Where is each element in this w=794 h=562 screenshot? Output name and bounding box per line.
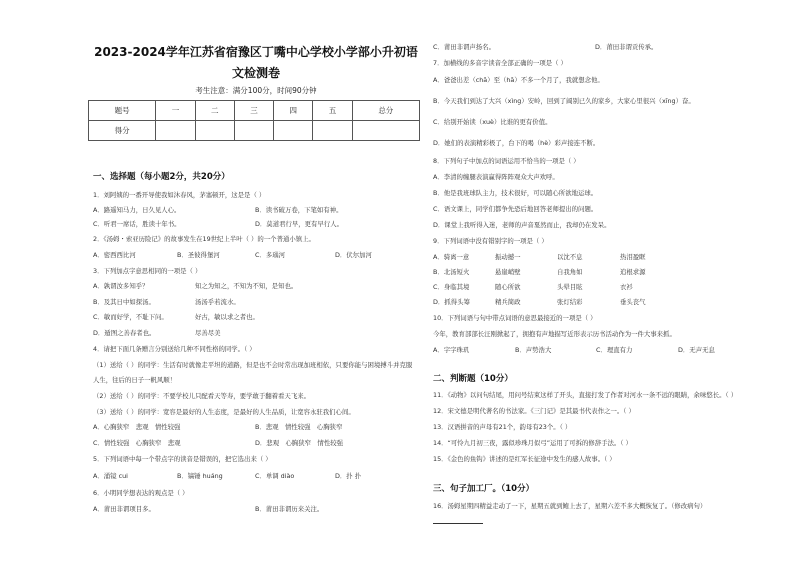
question-line: 12．宋文德是明代著名的书法家。《三门记》是其最书代表作之一。（ ） <box>433 407 635 415</box>
question-line: 7．加横线的多音字读音全部正确的一项是（ ） <box>433 59 567 67</box>
option-text: 汤汤乎若流水。 <box>195 298 240 306</box>
word-cell: A．骑离一意 <box>433 253 470 261</box>
option-text: D．她们的表演精彩极了，台下的喝（hè）彩声接连不断。 <box>433 139 600 147</box>
score-row-label: 得分 <box>89 121 156 141</box>
word-cell: 张灯结彩 <box>557 298 583 306</box>
score-cell[interactable] <box>156 121 195 141</box>
score-table-score-row <box>89 121 420 141</box>
option-text: A．字字珠玑 <box>433 346 470 354</box>
option-text: B．莆田非谓历来关注。 <box>255 505 324 513</box>
exam-title-line2: 文检测卷 <box>231 66 280 80</box>
question-line: 14．“可怜九月初三夜，露似珍珠月似弓”运用了可拆的修辞手法。（ ） <box>433 439 632 447</box>
question-line: 9．下列词语中没有错别字的一项是（ ） <box>433 237 548 245</box>
question-line: 8．下列句子中加点的词语运用不恰当的一项是（ ） <box>433 157 580 165</box>
section-heading-choice: 一、选择题（每小题2分，共20分） <box>93 172 230 182</box>
question-line: 5．下列词语中每一个带点字的读音是错误的，把它选出来（ ） <box>93 455 272 463</box>
question-line: （1）送给（ ）的同学：生活有时就像走平坦的道路，但是也不会时常出现加班相依，只要你能与困境搏斗并克服 <box>93 361 413 369</box>
question-line: 今年，教育部部长汪刚掀起了，拥抱有声地描写近形表示历书活动作为一件大事来抓。 <box>433 330 676 338</box>
option-text: C．单调 diào <box>255 472 295 480</box>
option-text: D．莆田非谓贡传承。 <box>595 43 658 51</box>
score-header-cell: 二 <box>195 101 234 121</box>
option-text: B．读书破万卷，下笔如有神。 <box>255 206 343 214</box>
exam-title-line1: 2023-2024学年江苏省宿豫区丁嘴中心学校小学部小升初语 <box>94 45 418 59</box>
word-cell: 振动撼一 <box>495 253 521 261</box>
option-text: D．无声无息 <box>678 346 715 354</box>
option-text: A．莆田非谓项目多。 <box>93 505 155 513</box>
option-text: B．今天我们到达了大兴（xìng）安岭，回到了阔别已久的家乡，大家心里很兴（xīng）奋。 <box>433 97 695 105</box>
option-text: C．莆田非谓声扬名。 <box>433 43 495 51</box>
score-header-cell: 题号 <box>89 101 156 121</box>
word-cell: 悬崖峭壁 <box>495 268 521 276</box>
word-cell: B．北汤短火 <box>433 268 470 276</box>
score-cell[interactable] <box>195 121 234 141</box>
score-header-cell: 三 <box>234 101 273 121</box>
question-line: 16．汤姆星期四精益走动了一下，星期五就到鲍上去了，星期六差不多大概恢复了。（修改病句） <box>433 502 707 510</box>
option-text: D．莫道君行早，更有早行人。 <box>255 220 343 228</box>
score-header-cell: 总分 <box>352 101 419 121</box>
question-line: 13．汉语拼音的声母有21个，韵母有23个。（ ） <box>433 423 572 431</box>
option-text: B．镐锤 huáng <box>177 472 223 480</box>
option-text: B．及其日中如探汤。 <box>93 298 155 306</box>
option-text: D．遁图之善春者也。 <box>93 329 156 337</box>
option-text: B．他是我班球队主力，技术很好，可以随心所欲地运球。 <box>433 189 598 197</box>
option-text: A．涌镜 cui <box>93 472 128 480</box>
option-text: D．伏尔加河 <box>335 251 372 259</box>
word-cell: 垂头丧气 <box>620 298 646 306</box>
score-cell[interactable] <box>234 121 273 141</box>
word-cell: C．身临其境 <box>433 283 470 291</box>
option-text: C．语文课上，同学们都争先恐后地回答老师提出的问题。 <box>433 205 598 213</box>
question-line: （2）送给（ ）的同学：不要学校儿只配看天等寿，要学敢于翻着看天飞来。 <box>93 392 310 400</box>
word-cell: 追根求源 <box>620 268 646 276</box>
word-cell: D．抓得头筹 <box>433 298 470 306</box>
score-header-cell: 五 <box>313 101 352 121</box>
score-cell[interactable] <box>274 121 313 141</box>
option-text: A．密西西比河 <box>93 251 136 259</box>
question-line: 10．下列词语与句中带点词语的意思最接近的一项是（ ） <box>433 314 597 322</box>
exam-info: 考生注意：满分100分，时间90分钟 <box>195 86 317 95</box>
exam-title <box>90 42 422 84</box>
score-header-cell: 四 <box>274 101 313 121</box>
option-text: B．悲观 情性较强 心胸狭窄 <box>255 423 343 431</box>
option-text: C．理直有力 <box>596 346 633 354</box>
word-cell: 热泪盈眶 <box>620 253 646 261</box>
word-cell: 衣衫 <box>620 283 633 291</box>
option-text: A．心胸狭窄 悲观 情性较强 <box>93 423 181 431</box>
option-text: A．爸爸出差（chā）至（hā）不多一个月了，我就想念他。 <box>433 76 604 84</box>
score-header-cell: 一 <box>156 101 195 121</box>
option-text: D．悲观 心胸狭窄 情性较强 <box>255 439 343 447</box>
option-text: A．孰谓汝多知乎？ <box>93 282 149 290</box>
question-line: 11．《动物》以问句结尾，用问号结束这样了开头，直接打发了作者对河水一条不远的眼睛，余味悠长。（ ） <box>433 391 738 399</box>
question-line: （3）送给（ ）的同学：宽容是最好的人生态度，是最好的人生品质，让宽容永驻我们心间。 <box>93 408 355 416</box>
question-line: 15．《金色的鱼钩》讲述的是红军长征途中发生的感人故事。（ ） <box>433 455 616 463</box>
question-line: 1．刘阿姨的一番开导使我如沐春风，茅塞顿开，这是是（ ） <box>93 191 266 199</box>
answer-blank[interactable] <box>433 523 483 524</box>
word-cell: 以沈不息 <box>557 253 583 261</box>
word-cell: 自我角如 <box>557 268 583 276</box>
option-text: D．扑 扑 <box>335 472 362 480</box>
option-text: 知之为知之，不知为不知，是知也。 <box>195 282 298 290</box>
score-table-header-row <box>89 101 420 121</box>
option-text: C．情性较强 心胸狭窄 悲观 <box>93 439 181 447</box>
score-cell[interactable] <box>352 121 419 141</box>
option-text: B．声势浩大 <box>515 346 552 354</box>
question-line: 2．《汤姆・索亚历险记》的故事发生在19世纪上半叶（ ）的一个普通小镇上。 <box>93 235 315 243</box>
word-cell: 随心所欲 <box>495 283 521 291</box>
section-heading-sentence: 三、句子加工厂。（10分） <box>433 484 535 494</box>
score-table <box>88 100 420 141</box>
question-line: 3．下列加点字意思相同的一项是（ ） <box>93 267 202 275</box>
option-text: 尽善尽美 <box>195 329 221 337</box>
option-text: C．敏而好学，不耻下问。 <box>93 313 168 321</box>
word-cell: 头晕目眩 <box>557 283 583 291</box>
score-cell[interactable] <box>313 121 352 141</box>
option-text: B．圣彼得堡河 <box>177 251 220 259</box>
option-text: C．多瑙河 <box>255 251 286 259</box>
option-text: A．路遥知马力，日久见人心。 <box>93 206 181 214</box>
option-text: 好古，敏以求之者也。 <box>195 313 259 321</box>
section-heading-judgement: 二、判断题（10分） <box>433 374 513 384</box>
question-line: 6．小明同学想表达的观点是（ ） <box>93 489 189 497</box>
option-text: C．听君一席话，胜读十年书。 <box>93 220 181 228</box>
option-text: A．李清的缠腿表演赢得阵阵观众大声欢呼。 <box>433 173 559 181</box>
question-line: 4．请把下面几条赠言分别送给几种不同性格的同学。（ ） <box>93 345 256 353</box>
option-text: C．给别开始读（xuè）比谁的更有价值。 <box>433 118 552 126</box>
question-line: 人生，往后的日子一帆风顺！ <box>93 376 177 384</box>
word-cell: 精兵简政 <box>495 298 521 306</box>
option-text: D．课堂上我听得入迷，老师的声音戛然而止，我却仍在发呆。 <box>433 221 611 229</box>
